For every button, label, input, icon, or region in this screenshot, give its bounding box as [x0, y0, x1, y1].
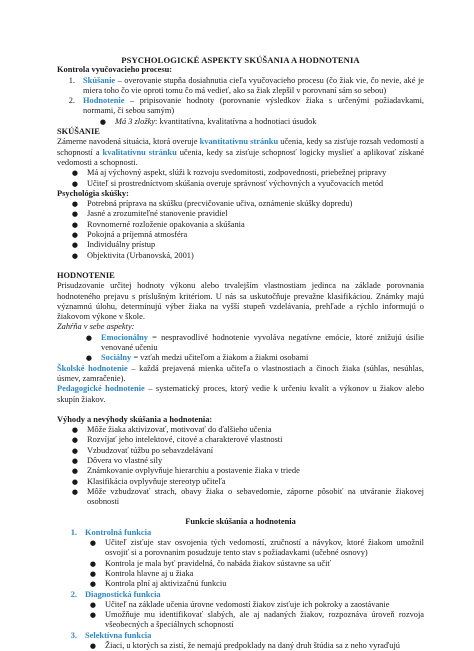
list-item-text: Klasifikácia ovplyvňuje stereotyp učiteľa: [87, 476, 226, 486]
list-item: [57, 199, 424, 209]
zlozky-label: Má 3 zložky: [115, 116, 156, 126]
term-definition: – pripisovanie hodnoty (porovnanie výsledkov žiaka s určenými požiadavkami, normami, či sebou samým): [83, 96, 424, 116]
list-item-text: Učiteľ zisťuje stav osvojenia tých vedomostí, zručností a návykov, ktoré žiakom umožnil osvojiť si a porovnanim posudzuje tento stav s požiadavkami (učebné osnovy): [105, 538, 424, 558]
list-item: [57, 446, 424, 456]
bullet-icon: ●: [71, 487, 78, 496]
keyword: kvantitatívnu stránku: [199, 137, 279, 147]
list-item: [57, 610, 424, 631]
funkcia-title: Selektívna funkcia: [85, 630, 152, 640]
term-skusanie: Skúšanie: [83, 75, 116, 85]
list-item: [57, 220, 424, 230]
funkcia-title: Diagnostická funkcia: [85, 589, 161, 599]
list-item-text: Rovnomerné rozloženie opakovania a skúšania: [87, 219, 245, 229]
vyhody-bullets: [57, 425, 424, 507]
bullet-icon: ●: [71, 169, 78, 178]
list-item: [57, 435, 424, 445]
text-run: učenia, kedy sa zisťuje rozsah vedomostí a schopností a: [57, 137, 424, 157]
vyhody-heading: Výhody a nevýhody skúšania a hodnotenia:: [57, 414, 213, 424]
list-number: 1.: [70, 527, 77, 537]
zahrna-label: Zahŕňa v sebe aspekty:: [57, 322, 135, 332]
pedagogicke-term: Pedagogické hodnotenie: [57, 384, 145, 394]
hodnotenie-paragraph: Prisudzovanie určitej hodnoty výkonu alebo trvalejším vlastnostiam jedinca na základe porovnania hodnoteného prejavu s príslušným kritériom. U nás sa uskutočňuje prevažne klasifikáciou. Známky majú významnú úlohu, determinujú výber žiaka na vyšší stupeň vzdelávania, prehľade a rýchlo informujú o žiakovom výkone v škole.: [57, 281, 424, 322]
aspect-text: = vzťah medzi učiteľom a žiakom a žiakmi osobami: [131, 353, 309, 363]
list-item-text: Pokojná a príjemná atmosféra: [87, 230, 188, 240]
list-item: [57, 559, 424, 569]
bullet-icon: ●: [85, 333, 92, 342]
aspect-term: Emocionálny: [101, 332, 148, 342]
kontrola-heading: Kontrola vyučovacieho procesu:: [57, 65, 173, 75]
bullet-icon: ●: [71, 477, 78, 486]
hodnotenie-heading: HODNOTENIE: [57, 270, 115, 280]
list-item-text: Žiaci, u ktorých sa zistí, že nemajú predpoklady na daný druh štúdia sa z neho vyraďujú: [105, 641, 400, 651]
list-item: [57, 538, 424, 559]
list-item-text: Potrebná príprava na skúšku (precvičovanie učiva, oznámenie skúšky dopredu): [87, 199, 353, 209]
list-item: [57, 209, 424, 219]
keyword: kvalitatívnu stránku: [102, 147, 177, 157]
term-definition: – overovanie stupňa dosiahnutia cieľa vyučovacieho procesu (čo žiak vie, čo nevie, aké je miera toho čo vie oproti tomu čo má vedieť, ako sa žiak zlepšil v porovnaní sám so sebou): [83, 75, 424, 95]
list-item: [57, 168, 424, 178]
bullet-icon: ●: [71, 241, 78, 250]
aspects-list: [57, 333, 424, 364]
bullet-icon: ●: [71, 231, 78, 240]
list-item-text: Môže žiaka aktivizovať, motivovať do ďalšieho učenia: [87, 425, 272, 435]
pedagogicke-text: – systematický proces, ktorý vedie k určeniu kvalít a výkonov u žiakov alebo skupín žiakov.: [57, 384, 425, 404]
list-item-text: Jasné a zrozumiteľné stanovenie pravidiel: [87, 209, 228, 219]
bullet-icon: ●: [89, 559, 96, 568]
skolske-hodnotenie: [57, 364, 424, 385]
list-number: 3.: [70, 630, 77, 640]
list-item: [57, 353, 424, 363]
text-run: Zámerne navodená situácia, ktorá overuje: [57, 137, 200, 147]
skolske-text: – každá prejavená mienka učiteľa o vlastnostiach a činoch žiaka (súhlas, nesúhlas, úsmev, zamračenie).: [57, 363, 425, 383]
list-item-text: Kontrola plní aj aktivizačnú funkciu: [105, 579, 227, 589]
list-item-text: Dôvera vo vlastné sily: [87, 455, 163, 465]
bullet-icon: ●: [71, 200, 78, 209]
list-number: 2.: [70, 589, 77, 599]
list-number: 2.: [68, 96, 75, 106]
psych-heading: Psychológia skúšky:: [57, 188, 129, 198]
list-item-text: Individuálny prístup: [87, 240, 156, 250]
pedagogicke-hodnotenie: [57, 384, 424, 405]
term-hodnotenie: Hodnotenie: [83, 96, 125, 106]
document-title: PSYCHOLOGICKÉ ASPEKTY SKÚŠANIA A HODNOTENIA: [121, 55, 360, 65]
list-item: [57, 230, 424, 240]
bullet-icon: ●: [71, 251, 78, 260]
bullet-icon: ●: [89, 642, 96, 651]
list-item: [57, 179, 424, 189]
list-item-text: Objektivita (Urbanovská, 2001): [87, 250, 194, 260]
funkcia-title: Kontrolná funkcia: [85, 527, 152, 537]
list-item-text: Umožňuje mu identifikovať slabých, ale aj nadaných žiakov, rozpoznáva úroveň rozvoja všeobecných a špeciálnych schopností: [105, 610, 424, 630]
bullet-icon: ●: [71, 436, 78, 445]
list-item: [57, 477, 424, 487]
list-item-text: Učiteľ na základe učenia úrovne vedomostí žiakov zisťuje ich pokroky a zaostávanie: [105, 599, 390, 609]
list-item: [57, 600, 424, 610]
list-item: [57, 117, 424, 127]
list-item: [57, 487, 424, 508]
list-item: [57, 240, 424, 250]
bullet-icon: ●: [89, 539, 96, 548]
bullet-icon: ●: [71, 220, 78, 229]
zlozky-text: : kvantitatívna, kvalitatívna a hodnotiaci úsudok: [155, 116, 317, 126]
funkcia-item: [57, 590, 424, 600]
bullet-icon: ●: [71, 210, 78, 219]
bullet-icon: ●: [89, 600, 96, 609]
list-item: [57, 569, 424, 579]
bullet-icon: ●: [89, 611, 96, 620]
skolske-term: Školské hodnotenie: [57, 363, 128, 373]
skusanie-paragraph: [57, 137, 424, 168]
funkcie-list: [57, 528, 424, 651]
list-item: [57, 641, 424, 651]
list-item-text: Rozvíjať jeho intelektové, citové a charakterové vlastnosti: [87, 435, 283, 445]
bullet-icon: ●: [71, 446, 78, 455]
bullet-icon: ●: [99, 117, 106, 126]
skusanie-heading: SKÚŠANIE: [57, 127, 100, 137]
kontrola-list: [57, 76, 424, 127]
list-item: [57, 456, 424, 466]
funkcia-item: [57, 528, 424, 538]
funkcie-heading: Funkcie skúšania a hodnotenia: [185, 517, 296, 527]
list-item: [57, 425, 424, 435]
bullet-icon: ●: [89, 569, 96, 578]
list-item-text: Kontrola je mala byť pravidelná, čo nabáda žiakov sústavne sa učiť: [105, 558, 331, 568]
psych-bullets: [57, 199, 424, 261]
list-item: [57, 96, 424, 117]
aspect-term: Sociálny: [101, 353, 132, 363]
list-item: [57, 579, 424, 589]
list-item-text: Vzbudzovať túžbu po sebavzdelávaní: [87, 445, 214, 455]
skusanie-bullets: [57, 168, 424, 189]
list-item: [57, 251, 424, 261]
list-item-text: Môže vzbudzovať strach, obavy žiaka o sebavedomie, záporne pôsobiť na utváranie žiakovej osobnosti: [87, 486, 424, 507]
bullet-icon: ●: [71, 467, 78, 476]
funkcia-item: [57, 631, 424, 641]
bullet-icon: ●: [89, 580, 96, 589]
list-item: [57, 333, 424, 354]
aspect-text: = nespravodlivé hodnotenie vyvoláva negatívne emócie, ktoré znižujú úsilie venované učeniu: [101, 332, 424, 353]
list-item-text: Kontrola hlavne aj u žiaka: [105, 568, 194, 578]
list-number: 1.: [68, 75, 75, 85]
list-item-text: Má aj výchovný aspekt, slúži k rozvoju svedomitosti, zodpovednosti, priebežnej pripravy: [87, 168, 387, 178]
bullet-icon: ●: [71, 426, 78, 435]
list-item: [57, 466, 424, 476]
list-item: [57, 76, 424, 97]
bullet-icon: ●: [85, 354, 92, 363]
bullet-icon: ●: [71, 456, 78, 465]
list-item-text: Učiteľ si prostredníctvom skúšania overuje správnosť výchovných a vyučovacích metód: [87, 178, 384, 188]
bullet-icon: ●: [71, 179, 78, 188]
text-run: učenia, kedy sa zisťuje schopnosť logicky myslieť a aplikovať získané vedomosti a schopnosti.: [57, 147, 424, 167]
list-item-text: Známkovanie ovplyvňuje hierarchiu a postavenie žiaka v triede: [87, 466, 300, 476]
